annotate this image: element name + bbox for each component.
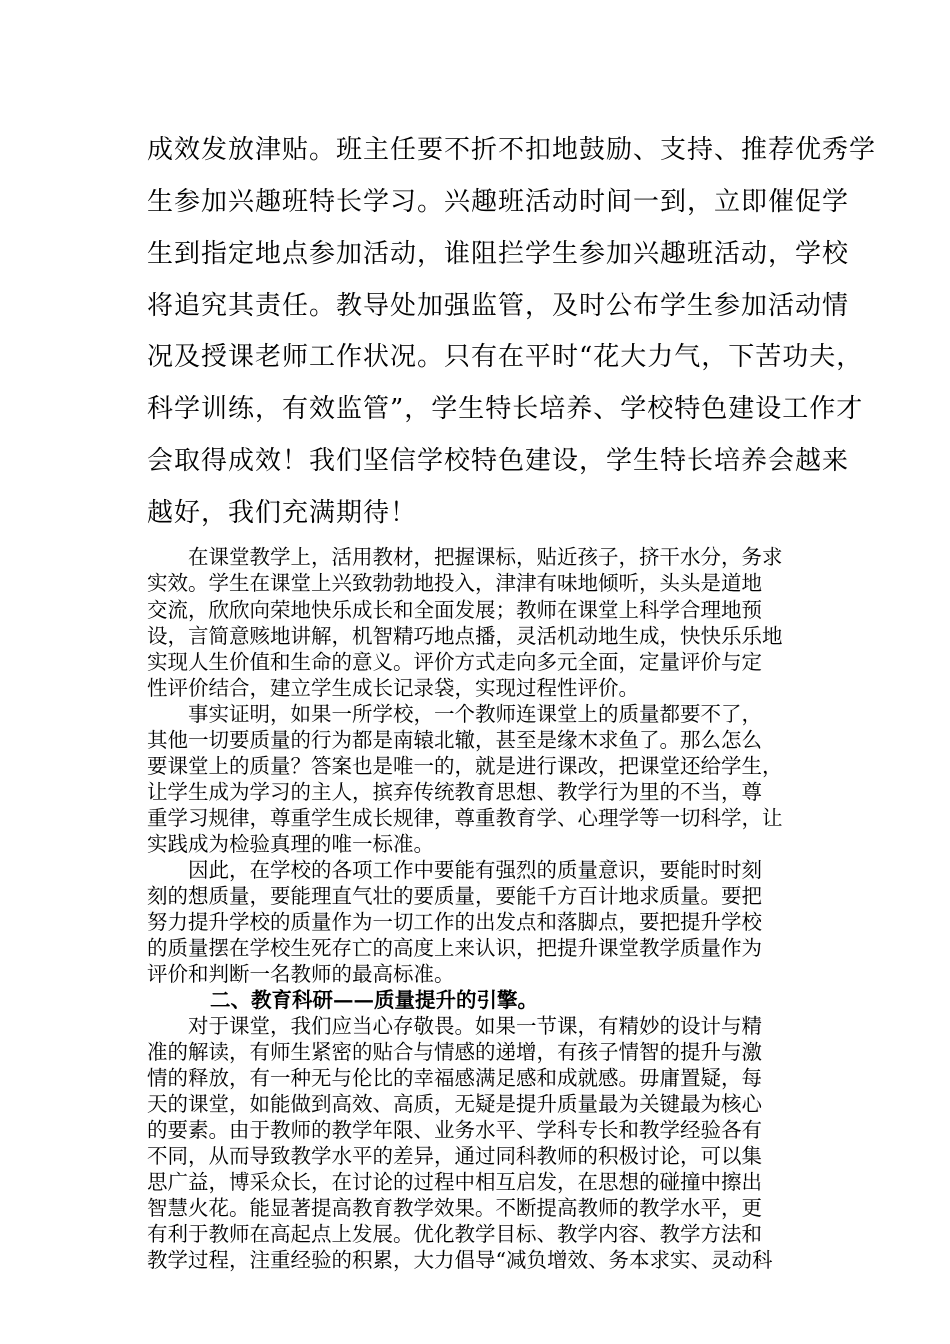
paragraph-line: 生到指定地点参加活动，谁阻拦学生参加兴趣班活动，学校 <box>147 239 850 269</box>
paragraph-line: 有利于教师在高起点上发展。优化教学目标、教学内容、教学方法和 <box>147 1222 762 1246</box>
paragraph-line: 实效。学生在课堂上兴致勃勃地投入，津津有味地倾听，头头是道地 <box>147 571 762 595</box>
paragraph-line: 性评价结合，建立学生成长记录袋，实现过程性评价。 <box>147 676 639 700</box>
paragraph-line: 智慧火花。能显著提高教育教学效果。不断提高教师的教学水平，更 <box>147 1196 762 1220</box>
paragraph-line: 情的释放，有一种无与伦比的幸福感满足感和成就感。毋庸置疑，每 <box>147 1066 762 1090</box>
paragraph-line: 事实证明，如果一所学校，一个教师连课堂上的质量都要不了， <box>188 702 762 726</box>
paragraph-line: 重学习规律，尊重学生成长规律，尊重教育学、心理学等一切科学，让 <box>147 806 783 830</box>
paragraph-line: 教学过程，注重经验的积累，大力倡导“减负增效、务本求实、灵动科 <box>147 1248 773 1272</box>
paragraph-line: 会取得成效！我们坚信学校特色建设，学生特长培养会越来 <box>147 446 850 476</box>
paragraph-line: 科学训练，有效监管”，学生特长培养、学校特色建设工作才 <box>147 394 864 424</box>
paragraph-line: 其他一切要质量的行为都是南辕北辙，甚至是缘木求鱼了。那么怎么 <box>147 728 762 752</box>
paragraph-line: 生参加兴趣班特长学习。兴趣班活动时间一到，立即催促学 <box>147 187 850 217</box>
paragraph-line: 因此，在学校的各项工作中要能有强烈的质量意识，要能时时刻 <box>188 858 762 882</box>
paragraph-line: 让学生成为学习的主人，摈弃传统教育思想、教学行为里的不当，尊 <box>147 780 762 804</box>
paragraph-line: 评价和判断一名教师的最高标准。 <box>147 962 455 986</box>
paragraph-line: 刻的想质量，要能理直气壮的要质量，要能千方百计地求质量。要把 <box>147 884 762 908</box>
paragraph-line: 交流，欣欣向荣地快乐成长和全面发展；教师在课堂上科学合理地预 <box>147 598 762 622</box>
paragraph-line: 设，言简意赅地讲解，机智精巧地点播，灵活机动地生成，快快乐乐地 <box>147 624 783 648</box>
paragraph-line: 思广益，博采众长，在讨论的过程中相互启发，在思想的碰撞中擦出 <box>147 1170 762 1194</box>
paragraph-line: 准的解读，有师生紧密的贴合与情感的递增，有孩子情智的提升与激 <box>147 1040 762 1064</box>
paragraph-line: 要课堂上的质量？答案也是唯一的，就是进行课改，把课堂还给学生， <box>147 754 783 778</box>
paragraph-line: 越好，我们充满期待！ <box>147 498 418 528</box>
paragraph-line: 对于课堂，我们应当心存敬畏。如果一节课，有精妙的设计与精 <box>188 1014 762 1038</box>
paragraph-line: 的质量摆在学校生死存亡的高度上来认识，把提升课堂教学质量作为 <box>147 936 762 960</box>
section-heading: 二、教育科研——质量提升的引擎。 <box>210 988 538 1012</box>
paragraph-line: 实践成为检验真理的唯一标准。 <box>147 832 434 856</box>
paragraph-line: 成效发放津贴。班主任要不折不扣地鼓励、支持、推荐优秀学 <box>147 135 877 165</box>
paragraph-line: 在课堂教学上，活用教材，把握课标，贴近孩子，挤干水分，务求 <box>188 545 783 569</box>
paragraph-line: 况及授课老师工作状况。只有在平时“花大力气，下苦功夫， <box>147 342 864 372</box>
paragraph-line: 的要素。由于教师的教学年限、业务水平、学科专长和教学经验各有 <box>147 1118 762 1142</box>
paragraph-line: 实现人生价值和生命的意义。评价方式走向多元全面，定量评价与定 <box>147 650 762 674</box>
paragraph-line: 不同，从而导致教学水平的差异，通过同科教师的积极讨论，可以集 <box>147 1144 762 1168</box>
paragraph-line: 努力提升学校的质量作为一切工作的出发点和落脚点，要把提升学校 <box>147 910 762 934</box>
paragraph-line: 天的课堂，如能做到高效、高质，无疑是提升质量最为关键最为核心 <box>147 1092 762 1116</box>
paragraph-line: 将追究其责任。教导处加强监管，及时公布学生参加活动情 <box>147 291 850 321</box>
